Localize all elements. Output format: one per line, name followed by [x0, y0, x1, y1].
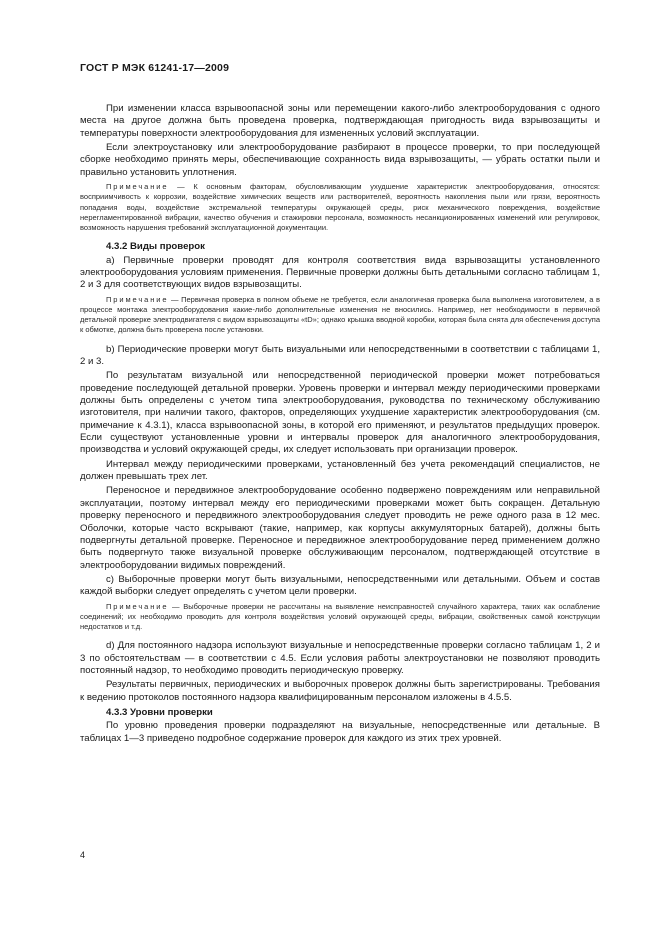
note-initial-inspection — [80, 295, 600, 336]
paragraph-periodic-results: По результатам визуальной или непосредственной периодической проверки может потребоваться проведение последующей детальной проверки. Уровень проверки и интервал между периодическими проверками должны быть определены с учетом типа электрооборудования, руководства по техническому обслуживанию изготовителя, при наличии такого, факторов, определяющих ухудшение характеристик электрооборудования (см. примечание к 4.3.1), класса взрывоопасной зоны, в которой его применяют, и результатов предыдущих проверок. Если существуют установленные уровни и интервалы проверок для аналогичного электрооборудования, производства и условий окружающей среды, их следует использовать при организации проверок. — [80, 370, 600, 456]
note-text: — Первичная проверка в полном объеме не требуется, если аналогичная проверка была выполнена изготовителем, а в процессе монтажа электрооборудования какие-либо дополнительные изменения не вносились. Например, нет необходимости в первичной детальной проверке электродвигателя с видом взрывозащиты «tD»; однако крышка вводной коробки, которая была снята для обеспечения доступа к обмотке, должна быть проверена после установки. — [80, 294, 600, 335]
note-deterioration-factors — [80, 182, 600, 233]
paragraph-zone-change: При изменении класса взрывоопасной зоны или перемещении какого-либо электрооборудования с одного места на другое должна быть проведена проверка, подтверждающая пригодность вида взрывозащиты и температуры поверхности электрооборудования для измененных условий эксплуатации. — [80, 103, 600, 139]
note-text: — Выборочные проверки не рассчитаны на выявление неисправностей случайного характера, таких как ослабление соединений; их необходимо проводить для контроля воздействия условий окружающей среды, вибрации, свойственных самой конструкции недостатков и т.д. — [80, 601, 600, 632]
paragraph-periodic-inspections: b) Периодические проверки могут быть визуальными или непосредственными в соответствии с таблицами 1, 2 и 3. — [80, 343, 600, 368]
section-title-4-3-2: 4.3.2 Виды проверок — [106, 241, 205, 253]
note-sample-inspection — [80, 602, 600, 633]
note-label: Примечание — [106, 294, 169, 304]
note-label: Примечание — [106, 182, 169, 192]
section-title-4-3-3: 4.3.3 Уровни проверки — [106, 707, 213, 719]
note-label: Примечание — [106, 601, 169, 611]
paragraph-portable-equipment: Переносное и передвижное электрооборудование особенно подвержено повреждениям или неправильной эксплуатации, поэтому интервал между его периодическими проверками может быть сокращен. Детальную проверку переносного и передвижного электрооборудования следует проводить не реже одного раза в 12 мес. Оболочки, которые часто вскрывают (такие, например, как корпусы аккумуляторных батарей), должны быть подвергнуты детальной проверке. Переносное и передвижное электрооборудование перед применением должно быть подвергнуто также визуальной проверке обслуживающим персоналом, подтверждающей отсутствие в электрооборудовании видимых повреждений. — [80, 485, 600, 571]
paragraph-interval: Интервал между периодическими проверками, установленный без учета рекомендаций специалистов, не должен превышать трех лет. — [80, 458, 600, 483]
paragraph-reassembly: Если электроустановку или электрооборудование разбирают в процессе проверки, то при последующей сборке необходимо принять меры, обеспечивающие сохранность вида взрывозащиты, — убрать остатки пыли и правильно установить уплотнения. — [80, 142, 600, 178]
paragraph-initial-inspections: a) Первичные проверки проводят для контроля соответствия вида взрывозащиты установленного электрооборудования условиям применения. Первичные проверки должны быть детальными согласно таблицам 1, 2 и 3 для соответствующих видов взрывозащиты. — [80, 254, 600, 291]
document-page — [80, 62, 600, 747]
paragraph-sample-inspections: c) Выборочные проверки могут быть визуальными, непосредственными или детальными. Объем и состав каждой выборки следует определять с учетом цели проверки. — [80, 573, 600, 598]
paragraph-inspection-grades: По уровню проведения проверки подразделяют на визуальные, непосредственные или детальные. В таблицах 1—3 приведено подробное содержание проверок для каждого из этих трех уровней. — [80, 720, 600, 744]
page-number: 4 — [80, 850, 86, 860]
document-header: ГОСТ Р МЭК 61241-17—2009 — [80, 62, 230, 74]
paragraph-records: Результаты первичных, периодических и выборочных проверок должны быть зарегистрированы. Требования к ведению протоколов постоянного надзора квалифицированным персоналом изложены в 4.5.5. — [80, 679, 600, 703]
paragraph-continuous-supervision: d) Для постоянного надзора используют визуальные и непосредственные проверки согласно таблицам 1, 2 и 3 по обстоятельствам — в соответствии с 4.5. Если условия работы электроустановки не позволяют проводить постоянный надзор, то необходимо проводить периодическую проверку. — [80, 640, 600, 676]
note-text: — К основным факторам, обусловливающим ухудшение характеристик электрооборудования, относятся: восприимчивость к коррозии, воздействие химических веществ или растворителей, вероятность накопления пыли или грязи, вероятность попадания воды, воздействие экстремальной температуры окружающей среды, риск механического повреждения, воздействие нерегламентированной вибрации, качество обучения и стажировки персонала, возможность несанкционированных изменений или регулировок, возможность нарушения требований эксплуатационной документации. — [80, 182, 600, 233]
